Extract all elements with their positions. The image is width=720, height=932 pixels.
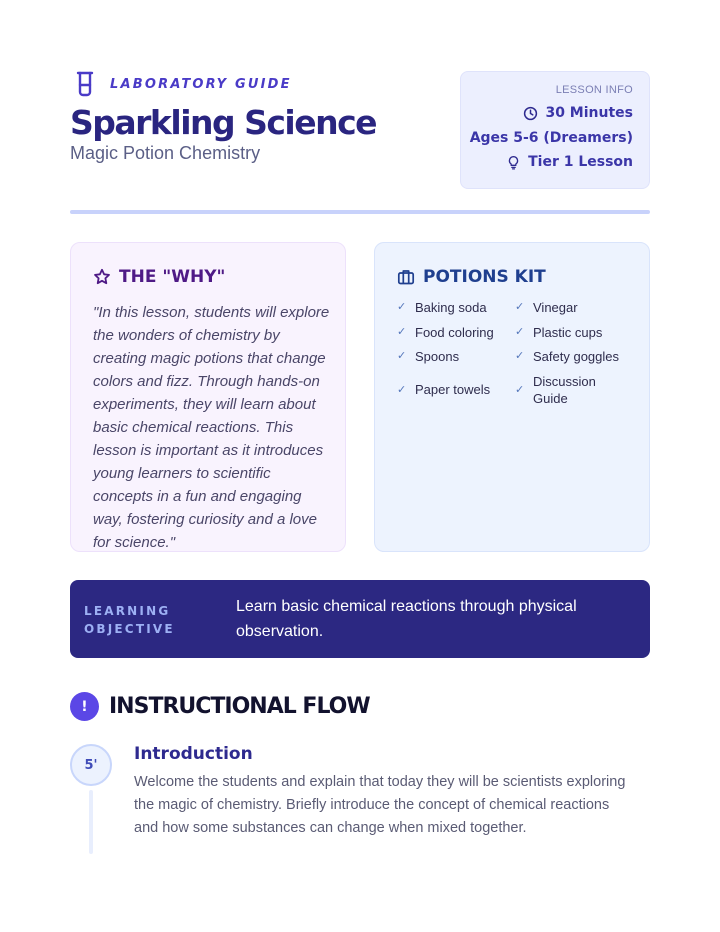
beaker-icon	[72, 70, 98, 98]
kit-item-label: Paper towels	[415, 382, 491, 398]
eyebrow	[70, 70, 292, 98]
duration-row	[471, 101, 633, 126]
why-heading-text: THE "WHY"	[119, 267, 226, 287]
alert-icon: !	[70, 692, 99, 721]
kit-heading	[397, 267, 546, 287]
kit-list	[397, 299, 637, 408]
check-icon: ✓	[397, 383, 407, 396]
kit-item-label: Food coloring	[415, 324, 494, 340]
time-badge: 5'	[70, 744, 112, 786]
lesson-info-label: LESSON INFO	[555, 84, 633, 96]
objective-label: LEARNING OBJECTIVE	[84, 604, 175, 636]
check-icon: ✓	[515, 325, 525, 338]
kit-item	[515, 324, 633, 342]
check-icon: ✓	[515, 301, 525, 314]
check-icon: ✓	[397, 350, 407, 363]
page-subtitle: Magic Potion Chemistry	[70, 143, 261, 163]
kit-item	[397, 373, 515, 408]
flow-step	[70, 740, 650, 860]
kit-item	[397, 299, 515, 317]
check-icon: ✓	[515, 350, 525, 363]
kit-item-label: Vinegar	[533, 300, 578, 315]
page-title: Sparkling Science	[70, 103, 377, 142]
tier-row	[471, 150, 633, 175]
why-card	[70, 242, 346, 552]
why-heading	[93, 267, 225, 287]
header-divider	[70, 210, 650, 214]
step-description: Welcome the students and explain that today they will be scientists exploring the magic of chemistry. Briefly introduce the concept of chemical reactions and how some substances can change when mixed together.	[134, 774, 626, 836]
kit-item-label: Baking soda	[415, 300, 487, 315]
objective-text: Learn basic chemical reactions through physical observation.	[236, 598, 577, 640]
instructional-flow-heading	[70, 692, 370, 721]
step-title: Introduction	[134, 744, 253, 764]
kit-item	[515, 373, 633, 408]
why-quote: "In this lesson, students will explore the wonders of chemistry by creating magic potions that change colors and fizz. Through hands-on experiments, they will learn about basic chemical reactions. This lesson is important as it introduces young learners to scientific concepts in a fun and engaging way, fostering curiosity and a love for science."	[93, 304, 330, 551]
potions-kit-card	[374, 242, 650, 552]
star-icon	[93, 268, 111, 286]
kit-item	[515, 299, 633, 317]
kit-item-label: Plastic cups	[533, 324, 603, 340]
section-title: INSTRUCTIONAL FLOW	[109, 694, 370, 719]
clock-icon	[523, 106, 538, 121]
kit-heading-text: POTIONS KIT	[423, 267, 546, 287]
kit-item	[515, 348, 633, 366]
kit-item-label: Spoons	[415, 349, 460, 364]
ages-row	[471, 126, 633, 151]
ages-value: Ages 5-6 (Dreamers)	[469, 129, 633, 146]
tier-value: Tier 1 Lesson	[528, 154, 633, 171]
kit-item	[397, 324, 515, 342]
timeline-line	[89, 790, 93, 854]
kit-item-label: Discussion Guide	[533, 373, 596, 406]
duration-value: 30 Minutes	[545, 105, 633, 122]
kit-item	[397, 348, 515, 366]
learning-objective-banner	[70, 580, 650, 658]
briefcase-icon	[397, 268, 415, 286]
eyebrow-label: LABORATORY GUIDE	[110, 76, 292, 92]
lightbulb-icon	[506, 155, 521, 170]
check-icon: ✓	[397, 301, 407, 314]
check-icon: ✓	[515, 383, 525, 396]
lesson-info-panel	[460, 71, 650, 189]
kit-item-label: Safety goggles	[533, 349, 620, 364]
check-icon: ✓	[397, 325, 407, 338]
